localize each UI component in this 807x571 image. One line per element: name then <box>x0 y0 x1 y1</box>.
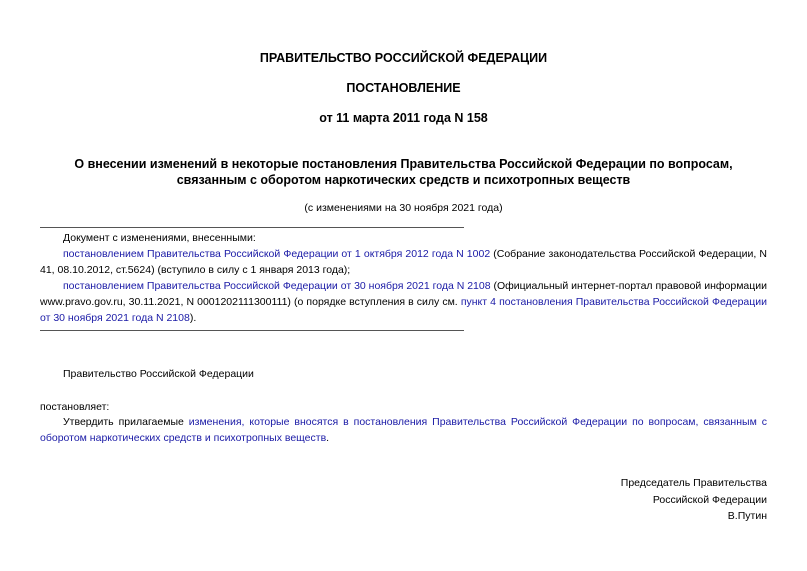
document-title-line2: связанным с оборотом наркотических средств и психотропных веществ <box>176 173 631 187</box>
document-date-number: от 11 марта 2011 года N 158 <box>319 111 488 125</box>
amendment-2-end: ). <box>189 312 197 324</box>
signatory-position-1: Председатель Правительства <box>620 477 767 489</box>
government-heading: ПРАВИТЕЛЬСТВО РОССИЙСКОЙ ФЕДЕРАЦИИ <box>259 51 548 65</box>
amendment-1-link[interactable]: постановлением Правительства Российской Федерации от 1 октября 2012 года N 1002 <box>63 248 491 260</box>
signature-block <box>621 475 767 525</box>
signatory-position-2: Российской Федерации <box>652 493 767 506</box>
amendments-intro: Документ с изменениями, внесенными: <box>63 232 256 244</box>
decrees-word: постановляет: <box>40 401 110 413</box>
document-type-heading: ПОСТАНОВЛЕНИЕ <box>346 81 461 95</box>
amendment-2-clause-link[interactable]: пункт 4 постановления Правительства Российской Федерации от 30 ноября 2021 года N 2108 <box>40 296 767 324</box>
decree-paragraph <box>40 414 767 446</box>
decree-prefix: Утвердить прилагаемые <box>63 416 189 428</box>
signatory-name: В.Путин <box>727 510 767 522</box>
amendments-top-divider <box>40 227 464 228</box>
amendment-2-link[interactable]: постановлением Правительства Российской Федерации от 30 ноября 2021 года N 2108 <box>63 280 491 292</box>
government-name: Правительство Российской Федерации <box>63 368 254 380</box>
document-title <box>40 156 767 188</box>
document-title-line1: О внесении изменений в некоторые постановления Правительства Российской Федерации по вопросам, <box>74 157 733 171</box>
amendment-2-text: (Официальный интернет-портал правовой информации www.pravo.gov.ru, 30.11.2021, N 0001202111300111) (о порядке вступления в силу см. <box>40 280 767 308</box>
amendment-1-text: (Собрание законодательства Российской Федерации, N 41, 08.10.2012, ст.5624) (вступило в силу с 1 января 2013 года); <box>40 248 767 276</box>
amendment-item-2 <box>40 278 767 326</box>
revision-note: (с изменениями на 30 ноября 2021 года) <box>304 202 503 214</box>
amendments-block <box>40 230 767 326</box>
changes-link[interactable]: изменения, которые вносятся в постановления Правительства Российской Федерации по вопросам, связанным с оборотом наркотических средств и психотропных веществ <box>40 416 767 444</box>
decree-suffix: . <box>326 432 330 444</box>
amendments-bottom-divider <box>40 330 464 331</box>
amendment-item-1 <box>40 246 767 278</box>
